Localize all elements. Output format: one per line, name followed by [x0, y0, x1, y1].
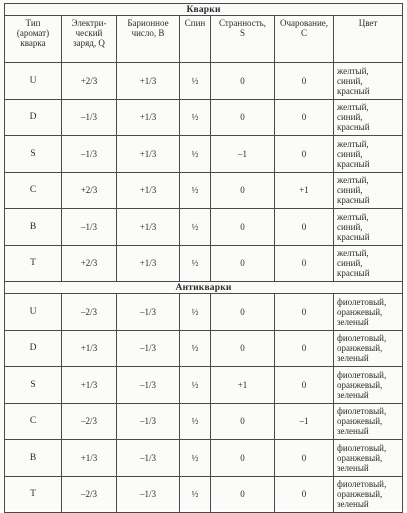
cell-flavor: T — [5, 245, 62, 282]
cell-spin: ½ — [180, 136, 211, 173]
cell-color — [334, 136, 403, 173]
cell-charm: 0 — [275, 330, 334, 367]
cell-charm: –1 — [275, 403, 334, 440]
column-header-color — [334, 16, 403, 63]
cell-strangeness: +1 — [211, 367, 275, 404]
cell-color — [334, 209, 403, 246]
cell-baryon: –1/3 — [117, 294, 180, 331]
column-header-line: заряд, Q — [73, 38, 105, 48]
color-line: желтый, — [337, 248, 369, 259]
cell-charge: +1/3 — [62, 330, 117, 367]
color-line: красный — [337, 122, 370, 133]
cell-strangeness: 0 — [211, 403, 275, 440]
cell-flavor: D — [5, 99, 62, 136]
column-header-line: Тип — [25, 18, 41, 28]
cell-charm: 0 — [275, 440, 334, 477]
color-line: желтый, — [337, 102, 369, 113]
cell-baryon: +1/3 — [117, 172, 180, 209]
cell-charge: –1/3 — [62, 99, 117, 136]
color-line: оранжевый, — [337, 452, 383, 463]
color-line: фиолетовый, — [337, 369, 387, 380]
table-row — [5, 476, 403, 513]
cell-color — [334, 367, 403, 404]
section-title: Кварки — [5, 4, 403, 16]
table-row — [5, 136, 403, 173]
table-row — [5, 330, 403, 367]
cell-flavor: U — [5, 294, 62, 331]
color-line: желтый, — [337, 65, 369, 76]
color-line: фиолетовый, — [337, 479, 387, 490]
cell-charm: 0 — [275, 136, 334, 173]
color-line: желтый, — [337, 138, 369, 149]
column-header-line: число, B — [131, 28, 165, 38]
cell-charge: +1/3 — [62, 440, 117, 477]
cell-charge: +2/3 — [62, 172, 117, 209]
color-line: фиолетовый, — [337, 442, 387, 453]
cell-spin: ½ — [180, 476, 211, 513]
section-title-row — [5, 4, 403, 16]
color-line: синий, — [337, 258, 363, 269]
cell-spin: ½ — [180, 440, 211, 477]
cell-baryon: –1/3 — [117, 476, 180, 513]
cell-flavor: C — [5, 172, 62, 209]
color-line: оранжевый, — [337, 306, 383, 317]
cell-flavor: D — [5, 330, 62, 367]
column-header-line: Странность, — [218, 18, 267, 28]
cell-strangeness: 0 — [211, 330, 275, 367]
column-header-line: Барионное — [127, 18, 169, 28]
column-header-charm — [275, 16, 334, 63]
color-line: красный — [337, 85, 370, 96]
column-header-line: Спин — [184, 18, 206, 28]
cell-flavor: B — [5, 440, 62, 477]
cell-strangeness: 0 — [211, 63, 275, 100]
cell-spin: ½ — [180, 172, 211, 209]
cell-baryon: –1/3 — [117, 403, 180, 440]
cell-charge: +1/3 — [62, 367, 117, 404]
color-line: зеленый — [337, 462, 369, 473]
color-line: синий, — [337, 148, 363, 159]
color-line: красный — [337, 268, 370, 279]
cell-charge: +2/3 — [62, 63, 117, 100]
table-row — [5, 245, 403, 282]
color-line: зеленый — [337, 389, 369, 400]
column-header-line: Электри- — [71, 18, 107, 28]
color-line: синий, — [337, 75, 363, 86]
cell-charm: 0 — [275, 209, 334, 246]
cell-charge: –2/3 — [62, 476, 117, 513]
color-line: зеленый — [337, 499, 369, 510]
cell-baryon: –1/3 — [117, 440, 180, 477]
cell-color — [334, 330, 403, 367]
cell-charm: 0 — [275, 99, 334, 136]
table-row — [5, 63, 403, 100]
column-header-line: ческий — [75, 28, 103, 38]
column-header-line: C — [300, 28, 307, 38]
cell-baryon: +1/3 — [117, 245, 180, 282]
column-header-line: Цвет — [358, 18, 378, 28]
column-header-line: Очарование, — [279, 18, 329, 28]
color-line: оранжевый, — [337, 343, 383, 354]
cell-spin: ½ — [180, 294, 211, 331]
cell-charm: 0 — [275, 63, 334, 100]
color-line: синий, — [337, 185, 363, 196]
color-line: синий, — [337, 221, 363, 232]
color-line: желтый, — [337, 175, 369, 186]
cell-strangeness: 0 — [211, 440, 275, 477]
cell-spin: ½ — [180, 63, 211, 100]
table-row — [5, 403, 403, 440]
table-row — [5, 294, 403, 331]
cell-color — [334, 403, 403, 440]
color-line: красный — [337, 231, 370, 242]
cell-color — [334, 476, 403, 513]
cell-spin: ½ — [180, 330, 211, 367]
cell-color — [334, 99, 403, 136]
cell-baryon: +1/3 — [117, 99, 180, 136]
color-line: желтый, — [337, 211, 369, 222]
color-line: красный — [337, 158, 370, 169]
cell-strangeness: 0 — [211, 209, 275, 246]
cell-strangeness: 0 — [211, 476, 275, 513]
cell-charge: –1/3 — [62, 136, 117, 173]
cell-strangeness: 0 — [211, 245, 275, 282]
cell-baryon: +1/3 — [117, 63, 180, 100]
table-row — [5, 99, 403, 136]
table-row — [5, 440, 403, 477]
color-line: оранжевый, — [337, 379, 383, 390]
cell-spin: ½ — [180, 245, 211, 282]
cell-color — [334, 294, 403, 331]
cell-strangeness: 0 — [211, 172, 275, 209]
cell-color — [334, 440, 403, 477]
column-header-baryon — [117, 16, 180, 63]
column-header-charge — [62, 16, 117, 63]
table-row — [5, 209, 403, 246]
color-line: фиолетовый, — [337, 333, 387, 344]
cell-color — [334, 63, 403, 100]
cell-strangeness: –1 — [211, 136, 275, 173]
cell-flavor: C — [5, 403, 62, 440]
cell-spin: ½ — [180, 99, 211, 136]
cell-color — [334, 245, 403, 282]
cell-spin: ½ — [180, 209, 211, 246]
cell-strangeness: 0 — [211, 99, 275, 136]
cell-flavor: B — [5, 209, 62, 246]
cell-strangeness: 0 — [211, 294, 275, 331]
cell-flavor: S — [5, 367, 62, 404]
cell-charm: 0 — [275, 245, 334, 282]
cell-baryon: –1/3 — [117, 330, 180, 367]
header-row — [5, 16, 403, 63]
color-line: красный — [337, 195, 370, 206]
cell-flavor: T — [5, 476, 62, 513]
column-header-strangeness — [211, 16, 275, 63]
column-header-line: S — [239, 28, 245, 38]
column-header-spin — [180, 16, 211, 63]
cell-charge: +2/3 — [62, 245, 117, 282]
column-header-line: кварка — [20, 38, 46, 48]
color-line: оранжевый, — [337, 489, 383, 500]
cell-charm: 0 — [275, 476, 334, 513]
color-line: фиолетовый, — [337, 406, 387, 417]
cell-color — [334, 172, 403, 209]
cell-charm: +1 — [275, 172, 334, 209]
section-title: Антикварки — [5, 282, 403, 294]
section-title-row — [5, 282, 403, 294]
cell-baryon: –1/3 — [117, 367, 180, 404]
cell-baryon: +1/3 — [117, 209, 180, 246]
cell-charge: –1/3 — [62, 209, 117, 246]
cell-charm: 0 — [275, 367, 334, 404]
cell-charge: –2/3 — [62, 294, 117, 331]
cell-flavor: S — [5, 136, 62, 173]
cell-charm: 0 — [275, 294, 334, 331]
cell-baryon: +1/3 — [117, 136, 180, 173]
quark-properties-table — [4, 3, 403, 513]
color-line: зеленый — [337, 316, 369, 327]
table-row — [5, 367, 403, 404]
cell-spin: ½ — [180, 367, 211, 404]
color-line: зеленый — [337, 426, 369, 437]
column-header-line: (аромат) — [16, 28, 50, 38]
column-header-flavor — [5, 16, 62, 63]
color-line: фиолетовый, — [337, 296, 387, 307]
color-line: синий, — [337, 112, 363, 123]
color-line: оранжевый, — [337, 416, 383, 427]
cell-spin: ½ — [180, 403, 211, 440]
cell-charge: –2/3 — [62, 403, 117, 440]
table-row — [5, 172, 403, 209]
cell-flavor: U — [5, 63, 62, 100]
color-line: зеленый — [337, 353, 369, 364]
